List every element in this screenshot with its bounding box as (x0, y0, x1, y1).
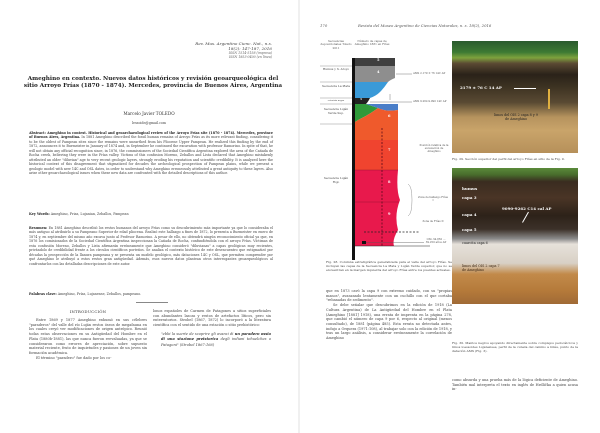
photo-29-date-label: 2179 ± 76 C 14 AP (460, 85, 502, 90)
zona-1-bracket (408, 184, 412, 216)
photo-30-label: capa 5 (462, 227, 477, 232)
section-divider (136, 302, 168, 303)
journal-reference (195, 41, 272, 60)
introduccion-heading: INTRODUCCIÓN (69, 309, 107, 314)
annotation-excavation-position: Posición relativa de la excavación de Ameghino (419, 144, 449, 154)
journal-name: Rev. Mus. Argentino Cienc. Nat., n.s. (195, 41, 272, 46)
strobel-quote (153, 332, 271, 349)
palabras-clave-label: Palabras clave: (29, 292, 57, 296)
photo-30-label: humus (462, 186, 478, 191)
photo-30-label: capa 3 (462, 195, 477, 200)
right-body-paragraph-1: que en 1873 cavó la capa 9 con extremo cuidado, con su "propias manos", avanzando lentamente con un cuchillo con el que cortaba "rebanadas de sedimento". (326, 289, 452, 303)
journal-volume: 18(2): 147-187, 2016 (228, 46, 272, 52)
figure-28-stratigraphic-column (320, 40, 450, 260)
palabras-clave (29, 292, 273, 296)
layer-7 (355, 140, 398, 170)
photo-30-label: limos del OIS 2 capa 7 de Ameghino (462, 264, 500, 272)
photo-30-label: capa 4 (462, 212, 477, 217)
layer-estacion-negra (355, 98, 370, 104)
layer-number: 5 (377, 58, 380, 62)
resumen-label: Resumen: (29, 226, 48, 230)
keywords-text: Ameghino, Frias, Lujanian, Zeballos, Pampean (50, 212, 129, 216)
abstract-label: Abstract: (29, 131, 46, 135)
layer-number: 9 (388, 212, 391, 216)
photo-29-arrow (514, 88, 536, 89)
sequence-lujan-rojo: Secuencia Luján Rojo (323, 176, 349, 184)
intro-column-2-text: lonos españoles de Carmen de Patagones a sitios superficiales con abundantes lascas y restos de artefactos líticos, pero sin enterratorios. Strobel (1867, 1872) lo incorporó a la literatura científica con el sentido de una estación o sitio prehistórico: (153, 309, 271, 328)
photo-30-date-label: 9090-9262 C14 cal AP (502, 206, 552, 211)
annotation-ams-2: AMS 9.262-9.090 14C AP (413, 100, 447, 103)
abstract-heading: Ameghino in context. Historical and geoarchaeological review of the Arroyo Frías site (1870 - 1874). Mercedes, province of Buenos Aires, Argentina. (29, 131, 273, 140)
figure-29-photo (452, 41, 578, 153)
author-name: Marcelo Javier TOLEDO (123, 111, 175, 116)
keywords-label: Key Words: (29, 212, 50, 216)
resumen (29, 226, 273, 266)
layer-s-arroyo (355, 66, 395, 82)
right-column-body-text: como absurda y una prueba más de la lógica deficiente de Ameghino. También mal interpreta el texto en inglés de Hrdlička a quien acusa in- (452, 378, 578, 392)
sequence-la-plata: Secuencia La Plata (322, 84, 350, 88)
intro-paragraph-2: El término "paradero" fue dado por los co- (36, 355, 112, 360)
annotation-zona-frias-ii: Zona de Frías II (422, 220, 444, 223)
layer-number: 3 (360, 98, 362, 101)
figure-30-caption: Fig. 30. Mantos negros apoyando directamente sobre complejos pedocálcicos y limos loessoides Lujanenses, perfil de la cuneta del camino a Gilés, punto de la datación AMS (Fig. 3). (452, 341, 578, 354)
osl-sample-marker (362, 241, 366, 244)
sequence-estacion-negra: estación negra (327, 99, 345, 102)
right-body-paragraph-2: Se debe señalar que descubrimos en la edición de 1918 (La Cultura Argentina) de La Antigüedad del Hombre en el Plata (Ameghino [1881] 1918), una errata de imprenta en la página 278, que cambió el número de capa 9 por 6, respecto al original (menos consultado), de 1881 (página 485). Esta errata no detectada antes, indujo a Orquera (1971:108), al trabajar solo con la edición de 1918, y tras un largo análisis, a considerar erróneamente la correlación de Ameghino (326, 303, 452, 341)
layer-humus (355, 58, 395, 66)
issn-print: ISSN 1514-5158 (impresa) (228, 51, 272, 56)
figure-30-photo (452, 168, 578, 304)
intro-column-1 (29, 318, 147, 360)
quote-bold: un paradero ossia di una stazione preistorica (161, 331, 271, 342)
left-page (0, 0, 298, 433)
article-title: Ameghino en contexto. Nuevos datos históricos y revisión geoarqueológica del sitio Arroyo Frías (1870 - 1874). Mercedes, provincia de Buenos Aires, Argentina (23, 76, 283, 90)
palabras-clave-text: Ameghino, Frías, Lujanense, Zeballos, pampeano. (57, 292, 142, 296)
keywords (29, 212, 273, 216)
column-axis-bar (352, 58, 355, 260)
photo-30-label: cuarcita capa 6 (462, 241, 488, 245)
page-number: 170 (320, 23, 328, 28)
layer-la-plata (355, 82, 388, 98)
issn-online: ISSN 1853-0400 (en línea) (228, 55, 272, 60)
layer-number: 6 (388, 114, 391, 118)
annotation-osl: OSL 34.850 ... 39.250 años AP (425, 238, 447, 245)
layer-number: 8 (388, 180, 391, 184)
annotation-ams-1: AMS 2.179 ± 76 14C AP (413, 72, 446, 75)
annotation-zona-frias-i: Zona de hallazgo Frías I (418, 196, 449, 203)
figure-28-caption: Fig. 28. Columna estratigráfica generalizada para el valle del arroyo Frías. Se incluyen las capas de la Secuencia La Plata y Luján Verde superior, que no se encuentran en la margen izquierda del arroyo Frías entre los puentes actuales. (326, 260, 452, 273)
quote-start: "ebbi la suerte de scoprire gli avanzi di (161, 331, 234, 336)
resumen-text: En 1881 Ameghino describió los restos humanos del arroyo Frías como su descubrimiento más importante ya que lo consideraba el más antiguo al atribuirlo a su Pampeano Superior de edad pliocena. Realizó este hallazgo a fines de 1872, lo presenta a Burmeister en enero de 1874 y, en septiembre del mismo año excava junto al Profesor Ramorino. A pesar de ello, no obtendrá ningún reconocimiento oficial ya que, en 1876 los comisionados de la Sociedad Científica Argentina inspeccionan la Cañada de Rocha, confundiéndola con el arroyo Frías. Víctimas de esta confusión Moreno, Zeballos y Lista afirmarán erróneamente que Ameghino consideró "diluvianas" a capas geológicas muy recientes, privándolo de credibilidad frente a los círculos científicos porteños. Se analiza el contexto histórico de este desencuentro que estigmatizó por décadas la prospección de la llanura pampeana y se presenta un modelo geológico, más dataciones 14C y OSL, que permiten comprender por qué Ameghino le atribuyó a estos restos gran antigüedad. Además, esos nuevos datos plantean otros interrogantes geoarqueológicos al confrontarlos con las detalladas descripciones de este autor. (29, 226, 273, 266)
author-email[interactable]: lessoide@gmail.com (131, 121, 167, 125)
quote-end: degli indiani tehuelches o Patagoni" (Strobel 1867:166) (161, 337, 271, 348)
column-header-layers: Número de capas de Ameghino 1881 en Frías (354, 39, 390, 47)
abstract (29, 131, 273, 176)
figure-29-caption: Fig. 29. Sección superior del perfil del arroyo Frías en sitio de la Fig. 9. (452, 157, 565, 161)
right-body-text (326, 289, 452, 341)
photo-29-layer-label: limos del OIS 2 capa 8 y 9 de Ameghino (494, 113, 538, 121)
layer-lujan-rojo (355, 170, 400, 246)
intro-column-2 (153, 309, 271, 349)
layer-number: 7 (388, 148, 391, 152)
column-header-sequences: Secuencias deposicionales Toledo 2011 (320, 39, 352, 50)
running-head: Revista del Museo Argentino de Ciencias Naturales, n. s. 18(2), 2016 (358, 23, 492, 28)
photo-29-ruler (548, 89, 550, 109)
sequence-lujan-verde: Secuencia Luján Verde Sup. (323, 107, 349, 115)
photo-30-arrow (522, 212, 529, 223)
layer-number: 4 (377, 70, 380, 74)
sequence-humus: Humus y S. Aroyo (322, 67, 350, 71)
abstract-text: In 1881 Ameghino described the fossil human remains of Arroyo Frías as its more relevant finding, considering it to be the oldest of Pampean sites since the remains were unearthed from his Pliocene Upper Pampean. He realized this finding by the end of 1872, announces it to Burmeister in January of 1874 and, in September he continued the excavation with professor Ramorino. In spite of that, he will not obtain any official recognition since, in 1876, the commissioners of the Sociedad Científica Argentina explored the area of the Cañada de Rocha creek, believing they were in the Frías valley. Victims of this confusion Moreno, Zeballos and Lista declared that Ameghino mistakenly attributed an older "diluvian" age to very recent geologic layers, strongly eroding his reputation and scientific credibility. It is analyzed here the historical context of this disagreement that stigmatized for decades the archeological prospection of Pampean plains, while we present a geologic model with new 14C and OSL dates, in order to understand why Ameghino erroneously attributed a great antiquity to these layers. Also arise other geoarchaeological issues when these new data are confronted with the detailed descriptions of this author. (29, 135, 273, 176)
intro-paragraph-1: Entre 1869 y 1877 Ameghino exhumó en sus célebres "paraderos" del valle del río Luján restos óseos de megafauna en los cuales creyó ver modificaciones de origen antrópico. Reunió todas estas observaciones en su Antigüedad del Hombre en el Plata (1880b-1881), las que nunca fueron reevaluadas, ya que se consideraron como errores de apreciación, sobre supuesto material reciente, fruto de inquietudes y pasiones de un joven sin formación académica. (29, 318, 147, 356)
